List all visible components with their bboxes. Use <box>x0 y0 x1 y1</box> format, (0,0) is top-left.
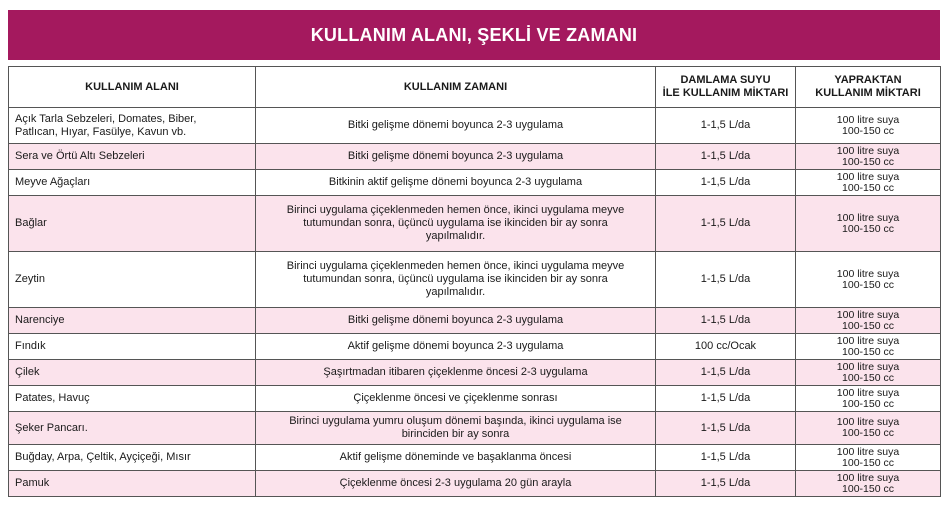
cell-leaf-amount <box>796 144 941 170</box>
cell-usage-time-line-3: yapılmalıdır. <box>425 286 486 298</box>
cell-drip-amount <box>656 386 796 412</box>
cell-usage-area-line-1: Çilek <box>15 366 40 378</box>
cell-usage-time <box>256 170 656 196</box>
header-time: KULLANIM ZAMANI <box>256 67 656 108</box>
cell-leaf-amount-line-1: 100 litre suya <box>836 360 900 373</box>
cell-leaf-amount <box>796 471 941 497</box>
table-row <box>9 252 941 308</box>
cell-leaf-amount-line-2: 100-150 cc <box>842 427 894 439</box>
cell-usage-time-line-3: yapılmalıdır. <box>425 230 486 242</box>
cell-usage-area <box>9 360 256 386</box>
cell-drip-amount <box>656 252 796 308</box>
cell-usage-time <box>256 334 656 360</box>
cell-usage-time-line-1: Bitkinin aktif gelişme dönemi boyunca 2-3 uygulama <box>328 176 583 188</box>
cell-usage-area <box>9 386 256 412</box>
cell-usage-area-line-1: Fındık <box>15 340 46 352</box>
cell-usage-time <box>256 196 656 252</box>
table-row <box>9 170 941 196</box>
header-leaf-line2: KULLANIM MİKTARI <box>815 87 921 99</box>
cell-leaf-amount-line-2: 100-150 cc <box>842 397 894 410</box>
cell-usage-time-line-1: Şaşırtmadan itibaren çiçeklenme öncesi 2-3 uygulama <box>323 366 588 378</box>
header-drip-line2: İLE KULLANIM MİKTARI <box>662 87 789 99</box>
cell-leaf-amount <box>796 108 941 144</box>
cell-leaf-amount-line-2: 100-150 cc <box>842 181 894 194</box>
cell-leaf-amount-line-2: 100-150 cc <box>842 124 894 137</box>
header-leaf-line1: YAPRAKTAN <box>834 74 902 86</box>
cell-usage-time-line-1: Bitki gelişme dönemi boyunca 2-3 uygulama <box>347 119 564 131</box>
cell-usage-time-line-1: Birinci uygulama yumru oluşum dönemi başında, ikinci uygulama ise <box>289 415 622 427</box>
cell-usage-area <box>9 144 256 170</box>
cell-leaf-amount <box>796 196 941 252</box>
cell-usage-time <box>256 386 656 412</box>
cell-usage-time <box>256 412 656 445</box>
cell-leaf-amount <box>796 334 941 360</box>
cell-drip-amount-line-1: 1-1,5 L/da <box>700 273 751 285</box>
cell-drip-amount-line-1: 1-1,5 L/da <box>700 314 751 326</box>
cell-usage-time-line-1: Çiçeklenme öncesi 2-3 uygulama 20 gün arayla <box>339 477 572 489</box>
cell-usage-area <box>9 308 256 334</box>
table-row <box>9 471 941 497</box>
cell-drip-amount <box>656 412 796 445</box>
cell-usage-area-line-1: Buğday, Arpa, Çeltik, Ayçiçeği, Mısır <box>15 451 191 463</box>
cell-leaf-amount-line-1: 100 litre suya <box>836 113 900 126</box>
cell-usage-time <box>256 471 656 497</box>
table-row <box>9 108 941 144</box>
cell-usage-area <box>9 412 256 445</box>
cell-leaf-amount <box>796 445 941 471</box>
cell-leaf-amount-line-1: 100 litre suya <box>836 267 900 280</box>
cell-drip-amount-line-1: 1-1,5 L/da <box>700 217 751 229</box>
header-drip <box>656 67 796 108</box>
cell-usage-time-line-1: Aktif gelişme dönemi boyunca 2-3 uygulama <box>347 340 564 352</box>
cell-drip-amount-line-1: 1-1,5 L/da <box>700 150 751 162</box>
cell-usage-area-line-1: Meyve Ağaçları <box>15 176 91 188</box>
cell-usage-time-line-1: Aktif gelişme döneminde ve başaklanma öncesi <box>339 451 572 463</box>
cell-usage-area <box>9 471 256 497</box>
table-row <box>9 308 941 334</box>
cell-leaf-amount-line-1: 100 litre suya <box>836 416 900 428</box>
cell-usage-area-line-2: Patlıcan, Hıyar, Fasülye, Kavun vb. <box>15 125 187 138</box>
cell-leaf-amount-line-1: 100 litre suya <box>836 144 900 157</box>
cell-usage-area-line-1: Zeytin <box>15 273 45 285</box>
cell-drip-amount <box>656 144 796 170</box>
cell-usage-area <box>9 196 256 252</box>
table-row <box>9 386 941 412</box>
cell-usage-area-line-1: Narenciye <box>15 314 65 326</box>
cell-leaf-amount-line-1: 100 litre suya <box>836 170 900 183</box>
cell-drip-amount-line-1: 1-1,5 L/da <box>700 477 751 489</box>
cell-usage-time-line-2: tutumundan sonra, üçüncü uygulama ise ikinciden bir ay sonra <box>303 217 608 229</box>
cell-usage-time-line-1: Çiçeklenme öncesi ve çiçeklenme sonrası <box>353 392 558 404</box>
table-row <box>9 196 941 252</box>
cell-usage-time-line-1: Birinci uygulama çiçeklenmeden hemen önce, ikinci uygulama meyve <box>286 260 625 272</box>
cell-usage-area <box>9 108 256 144</box>
cell-drip-amount-line-1: 1-1,5 L/da <box>700 421 751 434</box>
cell-usage-time-line-2: tutumundan sonra, üçüncü uygulama ise ikinciden bir ay sonra <box>303 273 608 285</box>
cell-usage-time <box>256 144 656 170</box>
cell-leaf-amount-line-1: 100 litre suya <box>836 211 900 224</box>
cell-leaf-amount <box>796 386 941 412</box>
cell-leaf-amount <box>796 170 941 196</box>
cell-drip-amount <box>656 445 796 471</box>
cell-drip-amount <box>656 108 796 144</box>
cell-usage-time-line-1: Bitki gelişme dönemi boyunca 2-3 uygulama <box>347 150 564 162</box>
table-row <box>9 412 941 445</box>
cell-usage-time-line-2: birinciden bir ay sonra <box>401 428 510 440</box>
cell-usage-area-line-1: Şeker Pancarı. <box>15 421 88 434</box>
cell-leaf-amount <box>796 252 941 308</box>
cell-usage-area-line-1: Sera ve Örtü Altı Sebzeleri <box>15 150 145 162</box>
table-row <box>9 360 941 386</box>
cell-drip-amount-line-1: 1-1,5 L/da <box>700 392 751 404</box>
table-header-row <box>9 67 941 108</box>
header-area: KULLANIM ALANI <box>9 67 256 108</box>
cell-usage-time-line-1: Bitki gelişme dönemi boyunca 2-3 uygulama <box>347 314 564 326</box>
cell-usage-area-line-1: Patates, Havuç <box>15 392 90 404</box>
cell-drip-amount <box>656 196 796 252</box>
cropped-top-text <box>0 0 948 8</box>
cell-usage-time <box>256 108 656 144</box>
cell-usage-area-line-1: Pamuk <box>15 477 50 489</box>
cell-drip-amount <box>656 360 796 386</box>
cell-usage-area <box>9 252 256 308</box>
cell-drip-amount-line-1: 1-1,5 L/da <box>700 366 751 378</box>
cell-usage-time-line-1: Birinci uygulama çiçeklenmeden hemen önce, ikinci uygulama meyve <box>286 204 625 216</box>
cell-leaf-amount-line-2: 100-150 cc <box>842 222 894 235</box>
cell-usage-time <box>256 308 656 334</box>
cell-usage-area <box>9 445 256 471</box>
cell-leaf-amount-line-2: 100-150 cc <box>842 319 894 332</box>
cell-leaf-amount-line-2: 100-150 cc <box>842 345 894 358</box>
cell-drip-amount-line-1: 1-1,5 L/da <box>700 451 751 463</box>
cell-leaf-amount-line-2: 100-150 cc <box>842 155 894 168</box>
table-row <box>9 334 941 360</box>
cell-usage-time <box>256 445 656 471</box>
cell-leaf-amount-line-2: 100-150 cc <box>842 278 894 291</box>
cell-drip-amount-line-1: 1-1,5 L/da <box>700 176 751 188</box>
cell-usage-time <box>256 360 656 386</box>
cell-leaf-amount-line-2: 100-150 cc <box>842 482 894 495</box>
cell-drip-amount <box>656 308 796 334</box>
cell-usage-time <box>256 252 656 308</box>
cell-drip-amount-line-1: 1-1,5 L/da <box>700 119 751 131</box>
cell-leaf-amount <box>796 308 941 334</box>
cell-usage-area-line-1: Açık Tarla Sebzeleri, Domates, Biber, <box>15 112 197 125</box>
cell-usage-area <box>9 170 256 196</box>
cell-leaf-amount <box>796 412 941 445</box>
header-drip-line1: DAMLAMA SUYU <box>680 74 771 86</box>
cell-leaf-amount-line-1: 100 litre suya <box>836 334 900 347</box>
header-leaf <box>796 67 941 108</box>
table-row <box>9 144 941 170</box>
table-row <box>9 445 941 471</box>
cell-leaf-amount-line-1: 100 litre suya <box>836 471 900 484</box>
cell-leaf-amount-line-2: 100-150 cc <box>842 371 894 384</box>
title-banner <box>8 10 940 60</box>
banner-title: KULLANIM ALANI, ŞEKLİ VE ZAMANI <box>310 24 638 45</box>
cell-drip-amount <box>656 170 796 196</box>
cell-drip-amount-line-1: 100 cc/Ocak <box>694 340 757 352</box>
cell-leaf-amount-line-1: 100 litre suya <box>836 445 900 458</box>
cell-usage-area-line-1: Bağlar <box>15 217 47 229</box>
cell-usage-area <box>9 334 256 360</box>
cell-drip-amount <box>656 471 796 497</box>
cell-leaf-amount-line-1: 100 litre suya <box>836 308 900 321</box>
cell-leaf-amount-line-1: 100 litre suya <box>836 386 900 399</box>
cell-leaf-amount <box>796 360 941 386</box>
usage-table <box>8 66 941 497</box>
cell-drip-amount <box>656 334 796 360</box>
cell-leaf-amount-line-2: 100-150 cc <box>842 456 894 469</box>
